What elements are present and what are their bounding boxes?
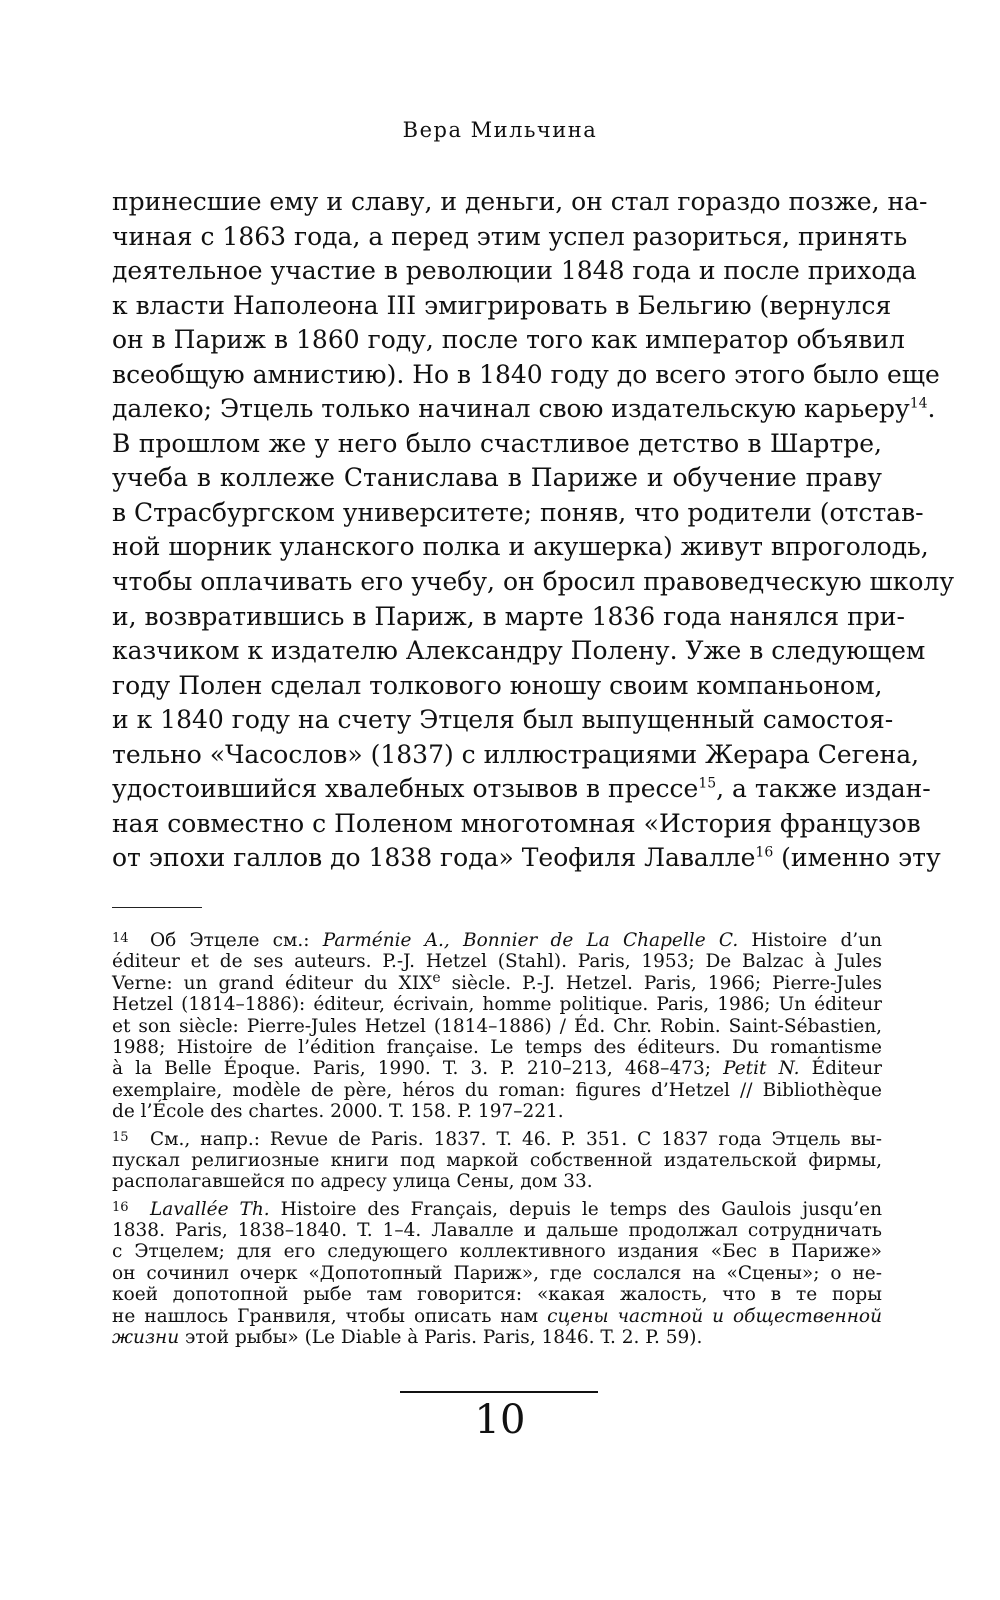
footnote-line (112, 1058, 882, 1079)
text-fragment: siècle. P.-J. Hetzel. Paris, 1966; Pierre-Jules (440, 972, 882, 994)
footnote-ref-16[interactable]: 16 (755, 845, 774, 862)
running-header: Вера Мильчина (402, 118, 598, 142)
text-line: ная совместно с Поленом многотомная «История французов (112, 808, 921, 838)
author-name: Parménie A., Bonnier de La Chapelle C. (322, 930, 739, 951)
footnote-line (112, 1129, 882, 1150)
text-line: казчиком к издателю Александру Полену. Уже в следующем (112, 636, 926, 666)
italic-quote: жизни (112, 1327, 180, 1349)
text-line: к власти Наполеона III эмигрировать в Бельгию (вернулся (112, 290, 892, 320)
text-line: чиная с 1863 года, а перед этим успел разориться, принять (112, 221, 908, 251)
text-fragment: Éditeur (799, 1058, 882, 1080)
footnote-16 (112, 1199, 882, 1349)
page-number-rule (400, 1391, 598, 1393)
footnote-divider (112, 907, 202, 908)
footnote-line: Hetzel (1814–1886): éditeur, écrivain, homme politique. Paris, 1986; Un éditeur (112, 994, 882, 1016)
main-text (112, 185, 955, 876)
footnote-line: et son siècle: Pierre-Jules Hetzel (1814–1886) / Éd. Chr. Robin. Saint-Sébastien, (112, 1015, 882, 1037)
text-fragment: , а также издан- (716, 774, 931, 804)
footnote-line: 1988; Histoire de l’édition française. Le temps des éditeurs. Du romantisme (112, 1036, 882, 1058)
text-line: учеба в коллеже Станислава в Париже и обучение праву (112, 463, 882, 493)
footnote-line (112, 969, 882, 994)
footnote-line: он сочинил очерк «Допотопный Париж», где сослался на «Сцены»; о не- (112, 1262, 882, 1284)
text-line: ной шорник уланского полка и акушерка) живут впроголодь, (112, 532, 929, 562)
text-fragment: Histoire des Français, depuis le temps des Gaulois jusqu’en (269, 1198, 883, 1220)
text-line (112, 772, 931, 807)
footnote-line: éditeur et de ses auteurs. P.-J. Hetzel (Stahl). Paris, 1953; De Balzac à Jules (112, 951, 882, 973)
footnotes (112, 930, 882, 1354)
text-fragment: à la Belle Époque. Paris, 1990. T. 3. P. 210–213, 468–473; (112, 1058, 724, 1080)
text-line: и, возвратившись в Париж, в марте 1836 года нанялся при- (112, 601, 905, 631)
text-line: принесшие ему и славу, и деньги, он стал гораздо позже, на- (112, 187, 928, 216)
footnote-line: de l’École des chartes. 2000. T. 158. P. 197–221. (112, 1101, 564, 1123)
text-fragment: удостоившийся хвалебных отзывов в прессе (112, 774, 699, 804)
footnote-line: пускал религиозные книги под маркой собственной издательской фирмы, (112, 1149, 882, 1171)
footnote-line (112, 930, 882, 951)
text-line: деятельное участие в революции 1848 года и после прихода (112, 256, 917, 286)
text-fragment: этой рыбы» (Le Diable à Paris. Paris, 1846. T. 2. P. 59). (179, 1327, 703, 1349)
text-fragment: далеко; Этцель только начинал свою издательскую карьеру (112, 394, 910, 424)
page-number: 10 (474, 1397, 526, 1443)
text-line: в Страсбургском университете; поняв, что родители (отстав- (112, 497, 924, 527)
footnote-line (112, 1199, 882, 1220)
footnote-line: коей допотопной рыбе там говорится: «какая жалость, что в те поры (112, 1284, 882, 1306)
text-line: всеобщую амнистию). Но в 1840 году до всего этого было еще (112, 359, 940, 389)
footnote-14 (112, 930, 882, 1123)
text-fragment: не нашлось Гранвиля, чтобы описать нам (112, 1305, 548, 1327)
text-fragment: (именно эту (773, 843, 941, 873)
text-line: В прошлом же у него было счастливое детство в Шартре, (112, 428, 882, 458)
text-fragment: . (927, 394, 936, 424)
footnote-line: exemplaire, modèle de père, héros du roman: figures d’Hetzel // Bibliothèque (112, 1079, 882, 1101)
text-line (112, 841, 941, 876)
text-line: тельно «Часослов» (1837) с иллюстрациями Жерара Сегена, (112, 739, 920, 769)
footnote-line (112, 1327, 882, 1348)
footnote-line: 1838. Paris, 1838–1840. T. 1–4. Лавалле и дальше продолжал сотрудничать (112, 1220, 882, 1242)
text-line: чтобы оплачивать его учебу, он бросил правоведческую школу (112, 567, 955, 597)
author-name: Petit N. (723, 1058, 800, 1080)
text-line: он в Париж в 1860 году, после того как император объявил (112, 325, 905, 355)
footnote-number: 15 (112, 1129, 129, 1145)
superscript: e (432, 969, 441, 986)
footnote-ref-15[interactable]: 15 (698, 775, 717, 792)
text-fragment: Об Этцеле см.: (150, 930, 323, 951)
text-line: году Полен сделал толкового юношу своим компаньоном, (112, 670, 883, 700)
footnote-number: 14 (112, 931, 129, 946)
footnote-line: с Этцелем; для его следующего коллективного издания «Бес в Париже» (112, 1241, 882, 1263)
author-name: Lavallée Th. (150, 1198, 270, 1220)
text-line: и к 1840 году на счету Этцеля был выпущенный самостоя- (112, 705, 894, 735)
footnote-number: 16 (112, 1199, 129, 1215)
text-fragment: Verne: un grand éditeur du XIX (112, 972, 433, 994)
text-fragment: от эпохи галлов до 1838 года» Теофиля Лавалле (112, 843, 756, 873)
footnote-15 (112, 1129, 882, 1193)
footnote-line: располагавшейся по адресу улица Сены, дом 33. (112, 1171, 593, 1193)
text-fragment: Histoire d’un (738, 930, 883, 951)
italic-quote: сцены частной и общественной (547, 1305, 882, 1327)
footnote-line (112, 1306, 882, 1327)
footnote-ref-14[interactable]: 14 (909, 395, 928, 412)
text-fragment: См., напр.: Revue de Paris. 1837. T. 46. P. 351. С 1837 года Этцель вы- (150, 1128, 882, 1150)
text-line (112, 392, 936, 427)
